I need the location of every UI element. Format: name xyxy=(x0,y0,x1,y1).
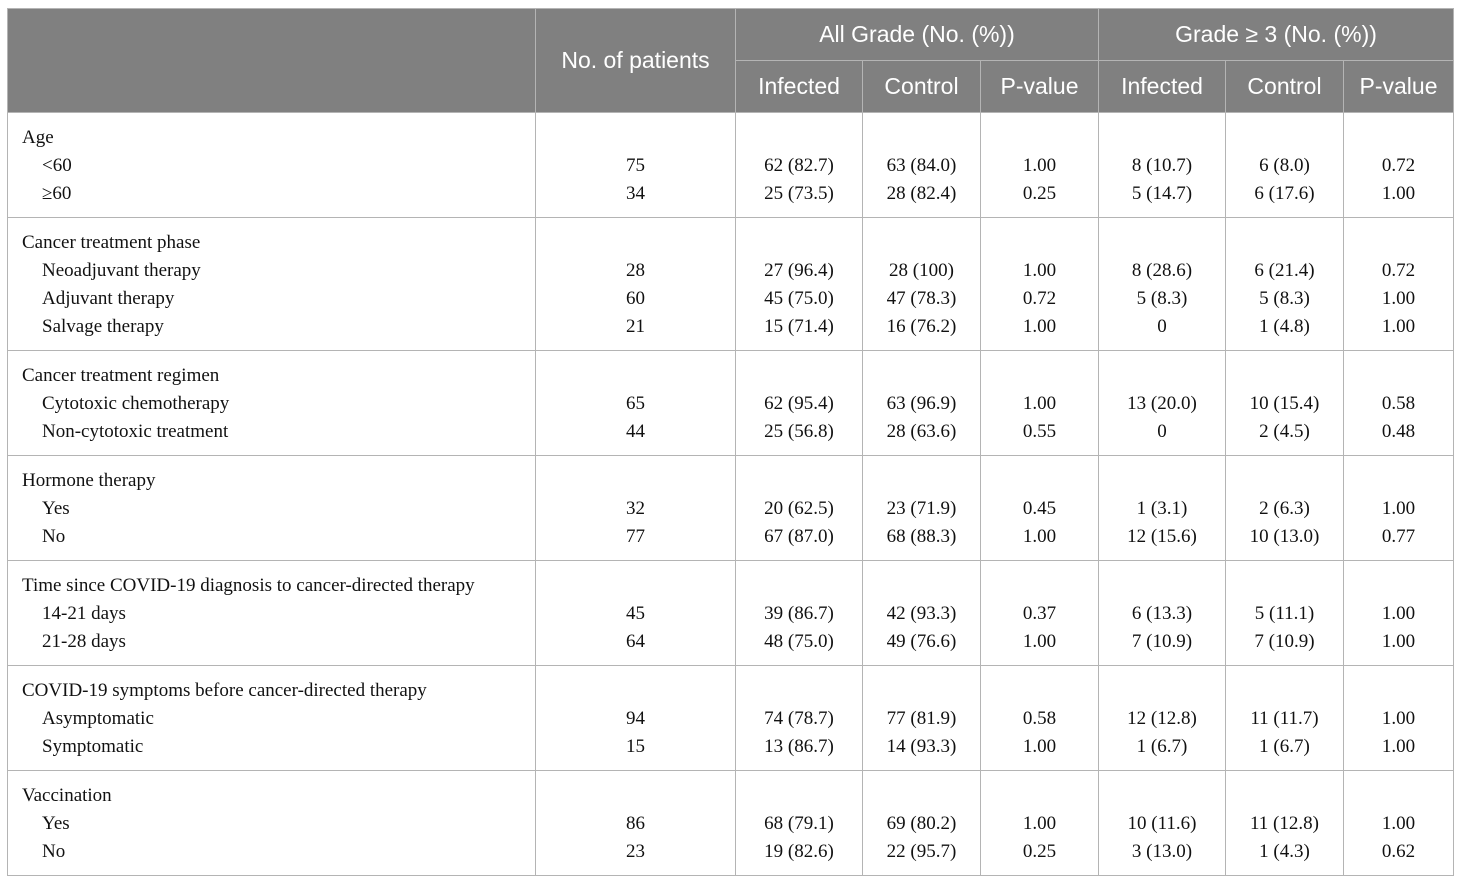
table-row-group xyxy=(8,666,1454,771)
spacer xyxy=(1226,362,1343,390)
all-pvalue: 0.55 xyxy=(1022,421,1057,442)
g3-infected: 7 (10.9) xyxy=(1131,631,1193,652)
row-label-cell xyxy=(8,456,536,561)
all-infected: 19 (82.6) xyxy=(764,841,834,862)
g3-infected: 1 (6.7) xyxy=(1136,736,1188,757)
g3-infected-cell xyxy=(1099,666,1226,771)
patients-count-cell xyxy=(536,561,736,666)
spacer xyxy=(1099,467,1225,495)
spacer xyxy=(863,677,980,705)
g3-infected: 12 (12.8) xyxy=(1127,708,1197,729)
patients-count: 45 xyxy=(626,603,645,624)
g3-infected: 0 xyxy=(1157,316,1167,337)
header-g3-pvalue: P-value xyxy=(1344,61,1454,113)
spacer xyxy=(1226,229,1343,257)
spacer xyxy=(1099,677,1225,705)
g3-control: 6 (8.0) xyxy=(1259,155,1310,176)
g3-infected: 5 (8.3) xyxy=(1136,288,1188,309)
all-infected: 74 (78.7) xyxy=(764,708,834,729)
patients-count: 15 xyxy=(626,736,645,757)
all-control-cell xyxy=(863,561,981,666)
g3-infected-cell xyxy=(1099,561,1226,666)
row-label: Adjuvant therapy xyxy=(42,288,175,309)
patients-count-cell xyxy=(536,456,736,561)
g3-pvalue-cell xyxy=(1344,666,1454,771)
spacer xyxy=(536,782,735,810)
spacer xyxy=(1226,782,1343,810)
g3-pvalue: 1.00 xyxy=(1381,708,1416,729)
spacer xyxy=(1226,124,1343,152)
row-label-cell xyxy=(8,351,536,456)
g3-control: 1 (6.7) xyxy=(1259,736,1310,757)
g3-pvalue-cell xyxy=(1344,113,1454,218)
g3-pvalue: 1.00 xyxy=(1381,603,1416,624)
g3-control: 6 (17.6) xyxy=(1254,183,1315,204)
spacer xyxy=(1226,677,1343,705)
row-label-cell xyxy=(8,561,536,666)
spacer xyxy=(1344,467,1453,495)
g3-pvalue-cell xyxy=(1344,351,1454,456)
g3-infected: 8 (10.7) xyxy=(1131,155,1193,176)
table-row-group xyxy=(8,113,1454,218)
all-infected-cell xyxy=(736,561,863,666)
patients-count: 94 xyxy=(626,708,645,729)
g3-pvalue-cell xyxy=(1344,771,1454,876)
category-label: Time since COVID-19 diagnosis to cancer-directed therapy xyxy=(22,575,475,596)
g3-infected: 12 (15.6) xyxy=(1127,526,1197,547)
g3-control: 2 (6.3) xyxy=(1259,498,1310,519)
all-pvalue: 0.25 xyxy=(1022,183,1057,204)
spacer xyxy=(1344,572,1453,600)
spacer xyxy=(1099,124,1225,152)
table-row-group xyxy=(8,351,1454,456)
all-infected-cell xyxy=(736,666,863,771)
g3-control-cell xyxy=(1226,218,1344,351)
patients-count-cell xyxy=(536,771,736,876)
g3-infected: 5 (14.7) xyxy=(1131,183,1193,204)
row-label: Symptomatic xyxy=(42,736,144,757)
spacer xyxy=(736,677,862,705)
row-label: Salvage therapy xyxy=(42,316,164,337)
row-label: Yes xyxy=(42,813,70,834)
spacer xyxy=(863,782,980,810)
g3-pvalue: 1.00 xyxy=(1381,288,1416,309)
spacer xyxy=(863,229,980,257)
all-pvalue: 0.58 xyxy=(1022,708,1057,729)
category-label: Hormone therapy xyxy=(22,470,156,491)
all-infected: 20 (62.5) xyxy=(764,498,834,519)
spacer xyxy=(536,124,735,152)
g3-infected: 3 (13.0) xyxy=(1131,841,1193,862)
g3-control: 11 (11.7) xyxy=(1250,708,1319,729)
spacer xyxy=(981,124,1098,152)
patients-count: 86 xyxy=(626,813,645,834)
all-pvalue: 1.00 xyxy=(1022,260,1057,281)
header-g3-control: Control xyxy=(1226,61,1344,113)
patients-count: 65 xyxy=(626,393,645,414)
spacer xyxy=(863,362,980,390)
all-pvalue: 1.00 xyxy=(1022,316,1057,337)
all-control: 69 (80.2) xyxy=(886,813,957,834)
g3-pvalue: 1.00 xyxy=(1381,183,1416,204)
spacer xyxy=(736,229,862,257)
g3-pvalue-cell xyxy=(1344,218,1454,351)
all-control-cell xyxy=(863,771,981,876)
header-no-patients: No. of patients xyxy=(536,9,736,113)
spacer xyxy=(736,782,862,810)
row-label: No xyxy=(42,841,66,862)
table-row-group xyxy=(8,456,1454,561)
header-all-infected: Infected xyxy=(736,61,863,113)
table-row-group xyxy=(8,771,1454,876)
row-label: 14-21 days xyxy=(42,603,126,624)
all-infected-cell xyxy=(736,218,863,351)
all-pvalue-cell xyxy=(981,456,1099,561)
all-pvalue: 0.25 xyxy=(1022,841,1057,862)
spacer xyxy=(736,467,862,495)
g3-control: 5 (8.3) xyxy=(1259,288,1310,309)
all-control: 63 (84.0) xyxy=(886,155,957,176)
all-control: 49 (76.6) xyxy=(886,631,957,652)
all-infected: 45 (75.0) xyxy=(764,288,834,309)
all-pvalue: 1.00 xyxy=(1022,631,1057,652)
spacer xyxy=(1344,677,1453,705)
patients-count: 23 xyxy=(626,841,645,862)
g3-control-cell xyxy=(1226,561,1344,666)
header-g3-infected: Infected xyxy=(1099,61,1226,113)
g3-control-cell xyxy=(1226,456,1344,561)
all-infected-cell xyxy=(736,771,863,876)
g3-infected: 13 (20.0) xyxy=(1127,393,1197,414)
g3-pvalue: 1.00 xyxy=(1381,498,1416,519)
g3-control: 11 (12.8) xyxy=(1250,813,1319,834)
patients-count: 77 xyxy=(626,526,645,547)
g3-pvalue: 0.58 xyxy=(1381,393,1416,414)
all-pvalue: 1.00 xyxy=(1022,736,1057,757)
all-pvalue: 0.45 xyxy=(1022,498,1057,519)
all-pvalue: 0.37 xyxy=(1022,603,1057,624)
g3-pvalue: 1.00 xyxy=(1381,316,1416,337)
patients-count: 28 xyxy=(626,260,645,281)
row-label: ≥60 xyxy=(42,183,72,204)
g3-pvalue: 0.72 xyxy=(1381,260,1416,281)
g3-pvalue: 0.48 xyxy=(1381,421,1416,442)
all-infected: 39 (86.7) xyxy=(764,603,834,624)
g3-control: 6 (21.4) xyxy=(1254,260,1315,281)
spacer xyxy=(981,572,1098,600)
all-infected: 27 (96.4) xyxy=(764,260,834,281)
results-table xyxy=(7,8,1454,876)
all-pvalue-cell xyxy=(981,218,1099,351)
g3-infected-cell xyxy=(1099,771,1226,876)
g3-infected: 1 (3.1) xyxy=(1136,498,1188,519)
spacer xyxy=(1099,572,1225,600)
g3-pvalue-cell xyxy=(1344,561,1454,666)
all-infected: 13 (86.7) xyxy=(764,736,834,757)
all-pvalue: 1.00 xyxy=(1022,393,1057,414)
g3-control: 5 (11.1) xyxy=(1254,603,1315,624)
all-control-cell xyxy=(863,351,981,456)
spacer xyxy=(536,677,735,705)
header-all-pvalue: P-value xyxy=(981,61,1099,113)
all-infected: 68 (79.1) xyxy=(764,813,834,834)
g3-control: 1 (4.3) xyxy=(1259,841,1310,862)
spacer xyxy=(536,362,735,390)
g3-control: 10 (13.0) xyxy=(1249,526,1320,547)
all-pvalue-cell xyxy=(981,351,1099,456)
header-grade3: Grade ≥ 3 (No. (%)) xyxy=(1099,9,1454,61)
g3-pvalue: 0.62 xyxy=(1381,841,1416,862)
category-label: Vaccination xyxy=(22,785,112,806)
all-infected-cell xyxy=(736,113,863,218)
spacer xyxy=(536,229,735,257)
g3-infected-cell xyxy=(1099,218,1226,351)
patients-count-cell xyxy=(536,351,736,456)
patients-count: 32 xyxy=(626,498,645,519)
g3-control-cell xyxy=(1226,113,1344,218)
row-label: Neoadjuvant therapy xyxy=(42,260,201,281)
all-infected: 25 (56.8) xyxy=(764,421,834,442)
patients-count: 64 xyxy=(626,631,645,652)
spacer xyxy=(981,229,1098,257)
category-label: Cancer treatment regimen xyxy=(22,365,220,386)
all-control: 28 (100) xyxy=(889,260,954,281)
g3-infected: 10 (11.6) xyxy=(1127,813,1197,834)
g3-control: 1 (4.8) xyxy=(1259,316,1310,337)
all-control: 47 (78.3) xyxy=(886,288,957,309)
g3-infected-cell xyxy=(1099,113,1226,218)
header-all-control: Control xyxy=(863,61,981,113)
all-infected-cell xyxy=(736,456,863,561)
g3-pvalue: 1.00 xyxy=(1381,631,1416,652)
spacer xyxy=(1344,229,1453,257)
spacer xyxy=(863,124,980,152)
row-label-cell xyxy=(8,666,536,771)
all-control: 22 (95.7) xyxy=(886,841,957,862)
spacer xyxy=(1344,782,1453,810)
g3-pvalue: 0.77 xyxy=(1381,526,1416,547)
all-pvalue-cell xyxy=(981,771,1099,876)
g3-control: 10 (15.4) xyxy=(1249,393,1320,414)
spacer xyxy=(736,572,862,600)
g3-control-cell xyxy=(1226,351,1344,456)
g3-infected: 8 (28.6) xyxy=(1131,260,1193,281)
g3-control-cell xyxy=(1226,771,1344,876)
category-label: Age xyxy=(22,127,54,148)
spacer xyxy=(863,467,980,495)
all-infected: 67 (87.0) xyxy=(764,526,834,547)
category-label: Cancer treatment phase xyxy=(22,232,201,253)
all-control: 28 (82.4) xyxy=(886,183,957,204)
row-label: Non-cytotoxic treatment xyxy=(42,421,229,442)
spacer xyxy=(736,362,862,390)
row-label-cell xyxy=(8,771,536,876)
table-row-group xyxy=(8,218,1454,351)
row-label-cell xyxy=(8,218,536,351)
patients-count-cell xyxy=(536,666,736,771)
g3-pvalue: 1.00 xyxy=(1381,813,1416,834)
all-control: 14 (93.3) xyxy=(886,736,957,757)
row-label: Asymptomatic xyxy=(42,708,154,729)
g3-control-cell xyxy=(1226,666,1344,771)
row-label: Cytotoxic chemotherapy xyxy=(42,393,230,414)
all-pvalue-cell xyxy=(981,561,1099,666)
all-control: 28 (63.6) xyxy=(886,421,957,442)
spacer xyxy=(1226,467,1343,495)
all-pvalue: 1.00 xyxy=(1022,813,1057,834)
all-infected: 15 (71.4) xyxy=(764,316,834,337)
patients-count-cell xyxy=(536,218,736,351)
all-pvalue: 1.00 xyxy=(1022,526,1057,547)
g3-infected: 6 (13.3) xyxy=(1131,603,1193,624)
spacer xyxy=(981,782,1098,810)
header-blank xyxy=(8,9,536,113)
spacer xyxy=(1226,572,1343,600)
all-infected-cell xyxy=(736,351,863,456)
patients-count: 34 xyxy=(626,183,645,204)
spacer xyxy=(736,124,862,152)
all-control: 63 (96.9) xyxy=(886,393,957,414)
row-label-cell xyxy=(8,113,536,218)
g3-pvalue: 1.00 xyxy=(1381,736,1416,757)
spacer xyxy=(1344,362,1453,390)
spacer xyxy=(1099,229,1225,257)
all-control-cell xyxy=(863,113,981,218)
row-label: Yes xyxy=(42,498,70,519)
patients-count: 44 xyxy=(626,421,645,442)
table-row-group xyxy=(8,561,1454,666)
spacer xyxy=(1099,782,1225,810)
g3-pvalue: 0.72 xyxy=(1381,155,1416,176)
spacer xyxy=(981,467,1098,495)
g3-infected: 0 xyxy=(1157,421,1167,442)
spacer xyxy=(536,467,735,495)
all-control-cell xyxy=(863,218,981,351)
g3-infected-cell xyxy=(1099,351,1226,456)
g3-infected-cell xyxy=(1099,456,1226,561)
spacer xyxy=(536,572,735,600)
all-control: 16 (76.2) xyxy=(886,316,957,337)
all-pvalue-cell xyxy=(981,113,1099,218)
table-body xyxy=(8,113,1454,876)
all-infected: 48 (75.0) xyxy=(764,631,834,652)
patients-count-cell xyxy=(536,113,736,218)
all-control: 23 (71.9) xyxy=(886,498,957,519)
all-control-cell xyxy=(863,666,981,771)
all-pvalue: 1.00 xyxy=(1022,155,1057,176)
all-infected: 62 (95.4) xyxy=(764,393,834,414)
patients-count: 75 xyxy=(626,155,645,176)
spacer xyxy=(1099,362,1225,390)
spacer xyxy=(863,572,980,600)
row-label: <60 xyxy=(42,155,72,176)
g3-control: 2 (4.5) xyxy=(1259,421,1310,442)
category-label: COVID-19 symptoms before cancer-directed therapy xyxy=(22,680,427,701)
all-control: 68 (88.3) xyxy=(886,526,957,547)
g3-control: 7 (10.9) xyxy=(1254,631,1315,652)
header-all-grade: All Grade (No. (%)) xyxy=(736,9,1099,61)
all-infected: 62 (82.7) xyxy=(764,155,834,176)
spacer xyxy=(1344,124,1453,152)
patients-count: 21 xyxy=(626,316,645,337)
patients-count: 60 xyxy=(626,288,645,309)
all-infected: 25 (73.5) xyxy=(764,183,834,204)
all-pvalue-cell xyxy=(981,666,1099,771)
row-label: No xyxy=(42,526,66,547)
spacer xyxy=(981,362,1098,390)
row-label: 21-28 days xyxy=(42,631,126,652)
all-control: 77 (81.9) xyxy=(886,708,957,729)
all-control-cell xyxy=(863,456,981,561)
spacer xyxy=(981,677,1098,705)
g3-pvalue-cell xyxy=(1344,456,1454,561)
all-control: 42 (93.3) xyxy=(886,603,957,624)
all-pvalue: 0.72 xyxy=(1022,288,1057,309)
